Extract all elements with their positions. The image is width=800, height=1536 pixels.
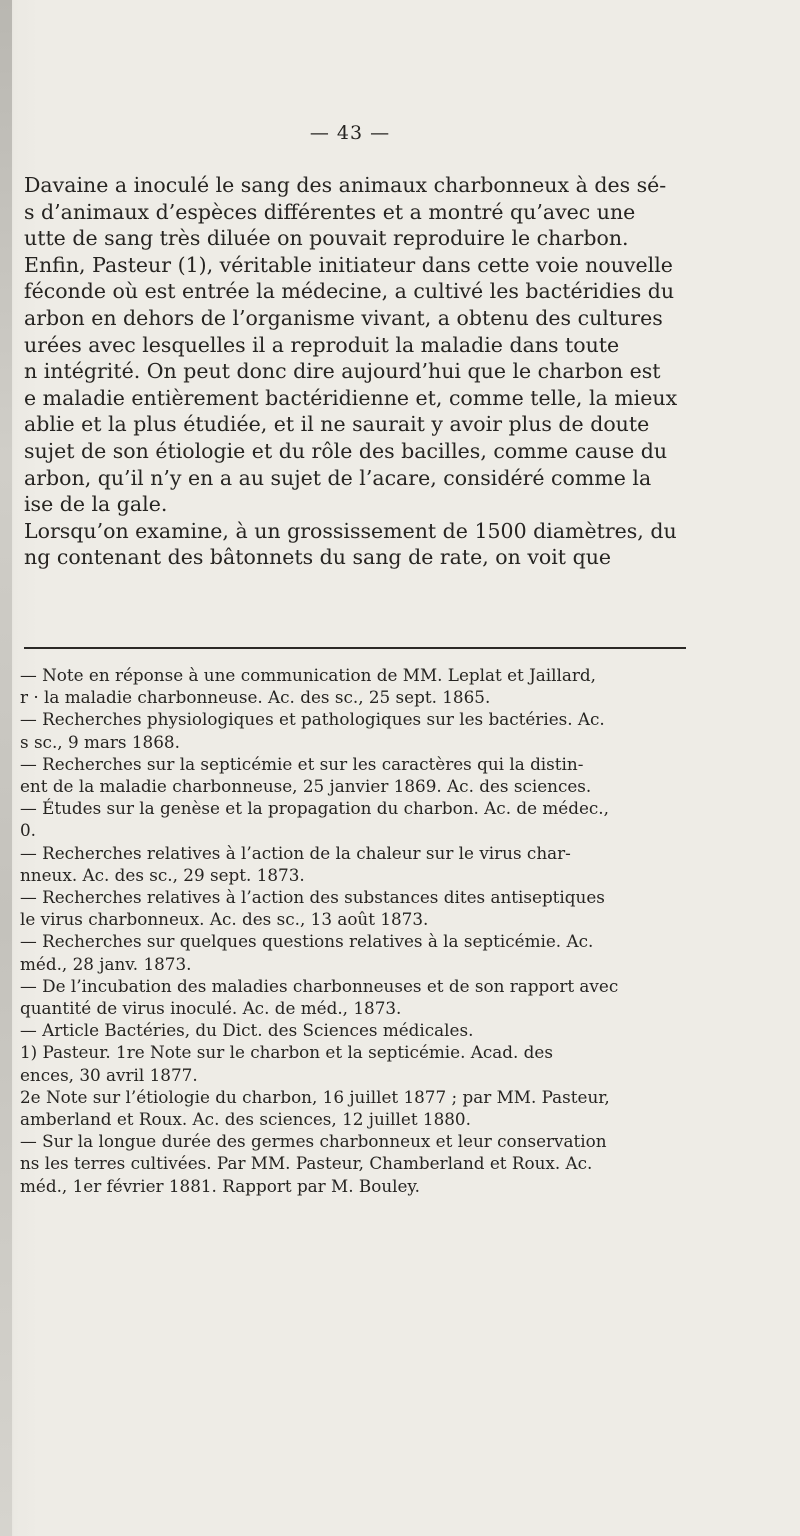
page-number: — 43 — bbox=[309, 122, 391, 144]
text-line: Davaine a inoculé le sang des animaux charbonneux à des sé- bbox=[24, 173, 667, 197]
text-line: Lorsqu’on examine, à un grossissement de 1500 diamètres, du bbox=[24, 518, 677, 543]
text-line: utte de sang très diluée on pouvait reproduire le charbon. bbox=[24, 226, 629, 251]
footnote-line: — Recherches sur la septicémie et sur les caractères qui la distin- bbox=[20, 753, 584, 774]
footnote-line: — Recherches sur quelques questions relatives à la septicémie. Ac. bbox=[20, 931, 594, 952]
page-gutter-shadow bbox=[0, 0, 12, 1536]
footnote-line: 1) Pasteur. 1re Note sur le charbon et la septicémie. Acad. des bbox=[20, 1042, 553, 1063]
text-line: ng contenant des bâtonnets du sang de rate, on voit que bbox=[24, 545, 612, 570]
text-line: arbon en dehors de l’organisme vivant, a obtenu des cultures bbox=[24, 305, 663, 330]
text-line: s d’animaux d’espèces différentes et a montré qu’avec une bbox=[24, 199, 636, 224]
footnote-separator-rule bbox=[24, 647, 686, 649]
footnote-line: amberland et Roux. Ac. des sciences, 12 juillet 1880. bbox=[20, 1109, 471, 1130]
footnote-line: quantité de virus inoculé. Ac. de méd., 1873. bbox=[20, 998, 402, 1019]
text-line: e maladie entièrement bactéridienne et, comme telle, la mieux bbox=[24, 385, 678, 410]
footnote-line: ences, 30 avril 1877. bbox=[20, 1064, 198, 1085]
text-line: urées avec lesquelles il a reproduit la maladie dans toute bbox=[24, 332, 620, 357]
footnotes bbox=[20, 664, 710, 1197]
footnote-line: — Recherches relatives à l’action de la chaleur sur le virus char- bbox=[20, 842, 571, 863]
footnote-line: s sc., 9 mars 1868. bbox=[20, 731, 180, 752]
footnote-line: méd., 28 janv. 1873. bbox=[20, 953, 192, 974]
footnote-line: méd., 1er février 1881. Rapport par M. Bouley. bbox=[20, 1175, 421, 1196]
footnote-line: — De l’incubation des maladies charbonneuses et de son rapport avec bbox=[20, 975, 619, 996]
footnote-line: 2e Note sur l’étiologie du charbon, 16 juillet 1877 ; par MM. Pasteur, bbox=[20, 1086, 610, 1107]
footnote-line: r · la maladie charbonneuse. Ac. des sc., 25 sept. 1865. bbox=[20, 687, 491, 708]
text-line: ise de la gale. bbox=[24, 492, 168, 517]
text-line: n intégrité. On peut donc dire aujourd’hui que le charbon est bbox=[24, 359, 661, 384]
footnote-line: — Note en réponse à une communication de MM. Leplat et Jaillard, bbox=[20, 665, 597, 685]
text-line: féconde où est entrée la médecine, a cultivé les bactéridies du bbox=[24, 279, 675, 304]
text-line: ablie et la plus étudiée, et il ne saurait y avoir plus de doute bbox=[24, 412, 650, 437]
footnote-line: le virus charbonneux. Ac. des sc., 13 août 1873. bbox=[20, 909, 429, 930]
footnote-line: — Sur la longue durée des germes charbonneux et leur conservation bbox=[20, 1131, 607, 1152]
footnote-line: ns les terres cultivées. Par MM. Pasteur, Chamberland et Roux. Ac. bbox=[20, 1153, 593, 1174]
text-line: sujet de son étiologie et du rôle des bacilles, comme cause du bbox=[24, 438, 668, 463]
text-line: Enfin, Pasteur (1), véritable initiateur dans cette voie nouvelle bbox=[24, 252, 673, 277]
footnote-line: — Article Bactéries, du Dict. des Sciences médicales. bbox=[20, 1020, 474, 1041]
footnote-line: nneux. Ac. des sc., 29 sept. 1873. bbox=[20, 864, 305, 885]
footnote-line: — Recherches physiologiques et pathologiques sur les bactéries. Ac. bbox=[20, 709, 605, 730]
text-line: arbon, qu’il n’y en a au sujet de l’acare, considéré comme la bbox=[24, 465, 652, 490]
main-text bbox=[24, 172, 704, 571]
footnote-line: 0. bbox=[20, 820, 37, 841]
footnote-line: — Études sur la genèse et la propagation du charbon. Ac. de médec., bbox=[20, 798, 609, 819]
footnote-line: — Recherches relatives à l’action des substances dites antiseptiques bbox=[20, 887, 605, 908]
footnote-line: ent de la maladie charbonneuse, 25 janvier 1869. Ac. des sciences. bbox=[20, 776, 592, 797]
